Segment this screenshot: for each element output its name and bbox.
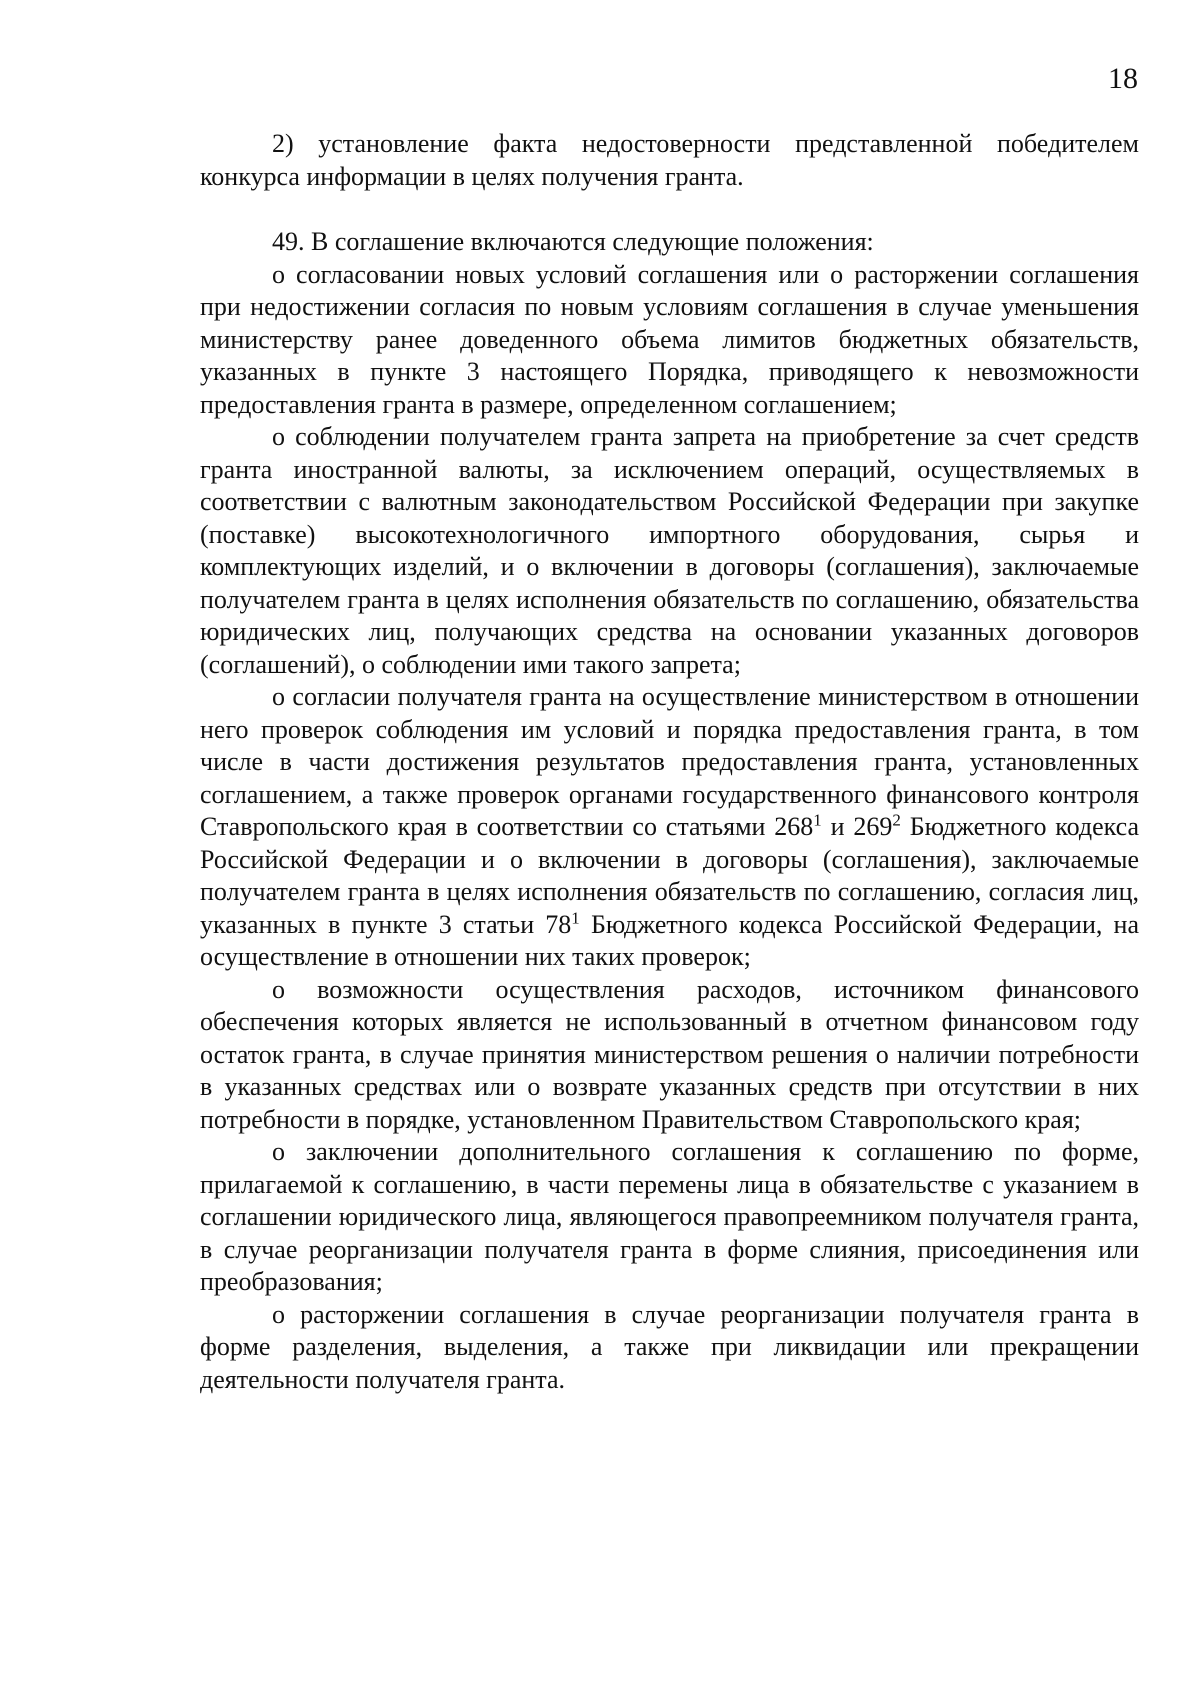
paragraph-additional-agreement: о заключении дополнительного соглашения к соглашению по форме, прилагаемой к соглашению, в части перемены лица в обязательстве с указанием в соглашении юридического лица, являющегося правопреемником получателя гранта, в случае реорганизации получателя гранта в форме слияния, присоединения или преобразования; — [200, 1137, 1139, 1296]
paragraph-new-conditions: о согласовании новых условий соглашения или о расторжении соглашения при недостижении согласия по новым условиям соглашения в случае уменьшения министерству ранее доведенного объема лимитов бюджетных обязательств, указанных в пункте 3 настоящего Порядка, приводящего к невозможности предоставления гранта в размере, определенном соглашением; — [200, 259, 1139, 419]
paragraph-item-2: 2) установление факта недостоверности представленной победителем конкурса информации в целях получения гранта. — [200, 129, 1139, 191]
paragraph-unused-balance: о возможности осуществления расходов, источником финансового обеспечения которых является не использованный в отчетном финансовом году остаток гранта, в случае принятия министерством решения о наличии потребности в указанных средствах или о возврате указанных средств при отсутствии в них потребности в порядке, установленном Правительством Ставропольского края; — [200, 974, 1139, 1134]
paragraph-termination: о расторжении соглашения в случае реорганизации получателя гранта в форме разделения, выделения, а также при ликвидации или прекращении деятельности получателя гранта. — [200, 1299, 1139, 1394]
audit-consent-text-3: Бюджетного кодекса Российской Федерации и о включении в договоры (соглашения), заключаемые получателем гранта в целях исполнения обязательств по соглашению, согласия лиц, указанных в пункте 3 статьи 78 — [200, 812, 1139, 939]
superscript-1: 1 — [813, 810, 822, 830]
page-number: 18 — [1108, 62, 1138, 95]
superscript-2: 2 — [892, 810, 901, 830]
superscript-3: 1 — [571, 907, 580, 927]
audit-consent-text-4: Бюджетного кодекса Российской Федерации, на осуществление в отношении них таких проверок; — [200, 909, 1139, 971]
paragraph-audit-consent — [200, 681, 1139, 974]
paragraph-clause-49: 49. В соглашение включаются следующие положения: — [272, 227, 874, 256]
paragraph-currency-ban: о соблюдении получателем гранта запрета на приобретение за счет средств гранта иностранной валюты, за исключением операций, осуществляемых в соответствии с валютным законодательством Российской Федерации при закупке (поставке) высокотехнологичного импортного оборудования, сырья и комплектующих изделий, и о включении в договоры (соглашения), заключаемые получателем гранта в целях исполнения обязательств по соглашению, обязательства юридических лиц, получающих средства на основании указанных договоров (соглашений), о соблюдении ими такого запрета; — [200, 422, 1139, 679]
audit-consent-text-2: и 269 — [821, 812, 893, 841]
audit-consent-text-1: о согласии получателя гранта на осуществление министерством в отношении него проверок соблюдения им условий и порядка предоставления гранта, в том числе в части достижения результатов предоставления гранта, установленных соглашением, а также проверок органами государственного финансового контроля Ставропольского края в соответствии со статьями 268 — [200, 682, 1139, 841]
document-body — [200, 128, 1139, 1396]
